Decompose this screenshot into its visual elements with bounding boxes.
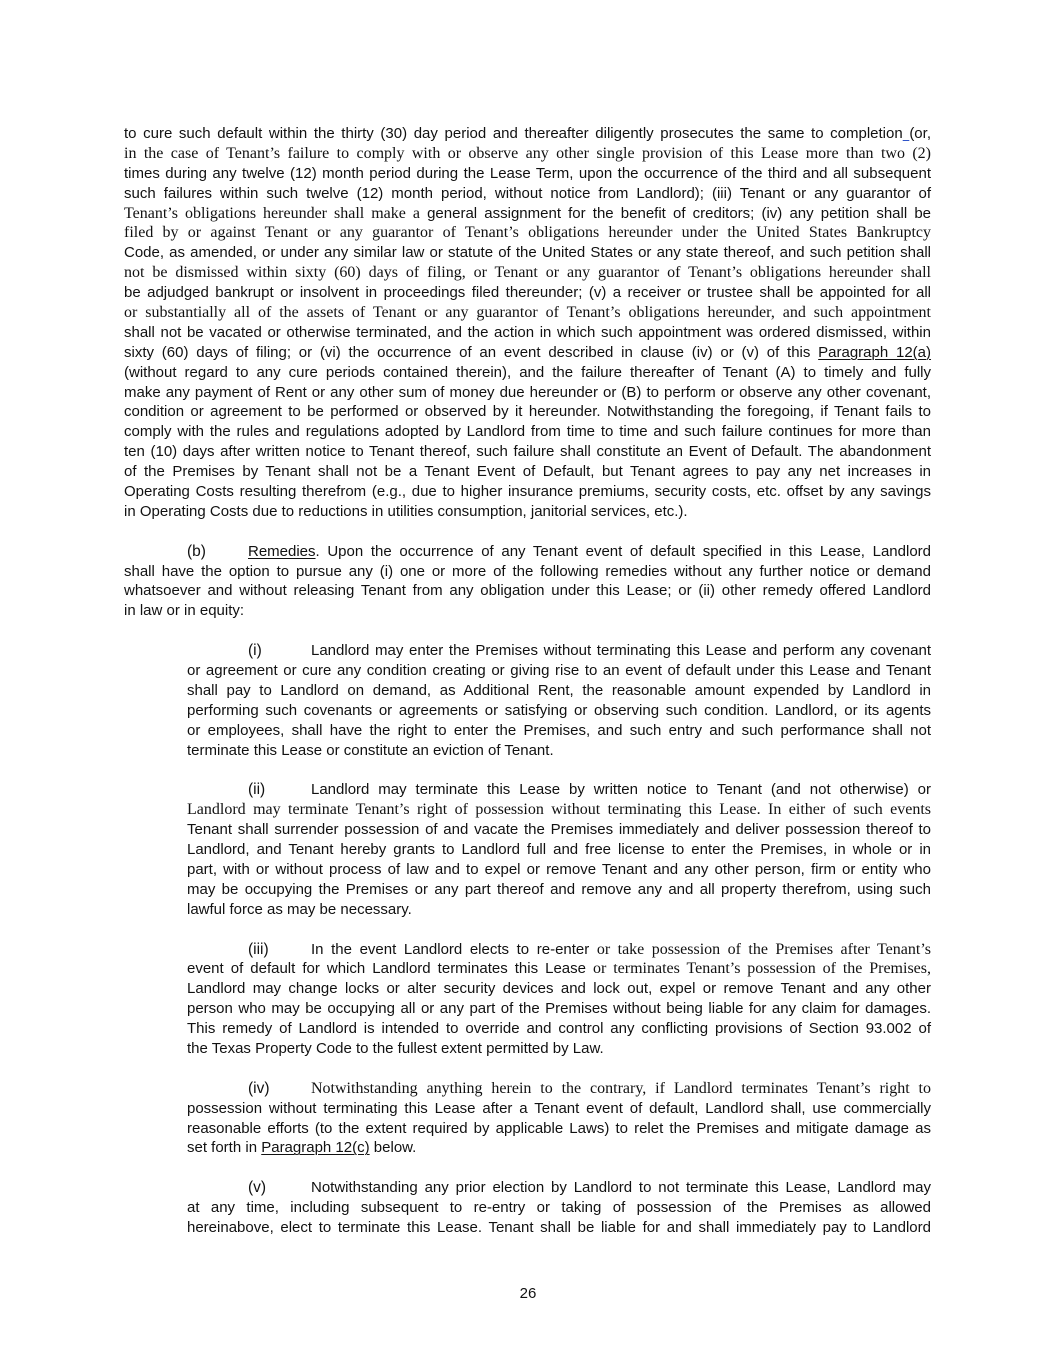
line-text: make any payment of Rent or any other sum of money due hereunder or (B) to perform or observe any other covenant, (124, 383, 931, 401)
text-line (124, 562, 931, 582)
line-text: comply with the rules and regulations adopted by Landlord from time to time and such failure continues for more than (124, 423, 931, 441)
text-line (187, 800, 931, 820)
page-number: 26 (519, 1285, 537, 1302)
text-line (124, 204, 931, 224)
text-line (124, 601, 931, 621)
text-line (124, 383, 931, 403)
text-line (187, 741, 931, 761)
line-text: Landlord may enter the Premises without terminating this Lease and perform any covenant (311, 642, 931, 660)
text-line (124, 462, 931, 482)
text-line (187, 1178, 931, 1198)
text-line (124, 243, 931, 263)
line-text: shall not be vacated or otherwise terminated, and the action in which such appointment was ordered dismissed, within (124, 323, 931, 341)
paragraph-12a-continued (124, 124, 931, 522)
text-line (187, 900, 931, 920)
line-text: set forth in (187, 1139, 258, 1157)
text-line (187, 641, 931, 661)
text-line (124, 442, 931, 462)
text-line (187, 820, 931, 840)
paragraph-spacer (124, 621, 931, 641)
line-text: terminate this Lease or constitute an eviction of Tenant. (187, 741, 554, 759)
line-text: or terminates Tenant’s possession of the Premises, (593, 960, 932, 978)
text-line (187, 1039, 931, 1059)
paragraph-spacer (124, 1059, 931, 1079)
line-text: In the event Landlord elects to re-enter (311, 940, 590, 958)
line-text: in law or in equity: (124, 602, 245, 620)
text-line (187, 1138, 931, 1158)
text-line (187, 979, 931, 999)
cross-reference-paragraph-12a: Paragraph 12(a) (818, 343, 932, 361)
item-label: (ii) (248, 781, 266, 799)
text-line (187, 681, 931, 701)
line-text: or substantially all of the assets of Tenant or any guarantor of Tenant’s obligations hereunder, and such appointment (124, 304, 931, 322)
page-body (124, 124, 931, 1238)
line-text: possession without terminating this Lease after a Tenant event of default, Landlord shall, use commercially (187, 1099, 931, 1117)
line-text: Operating Costs resulting therefrom (e.g., due to higher insurance premiums, security costs, etc. offset by any savings (124, 483, 931, 501)
line-text: Tenant’s obligations hereunder shall make a (124, 204, 420, 222)
text-line (124, 164, 931, 184)
line-text: condition or agreement to be performed or observed by it hereunder. Notwithstanding the foregoing, if Tenant fails to (124, 403, 931, 421)
text-line (187, 1198, 931, 1218)
line-text: event of default for which Landlord terminates this Lease (187, 960, 586, 978)
text-line (187, 1119, 931, 1139)
section-heading: Remedies (248, 542, 316, 560)
line-text: filed by or against Tenant or any guarantor of Tenant’s obligations hereunder under the United States Bankruptcy (124, 224, 931, 242)
text-line (187, 959, 931, 979)
text-line (187, 1218, 931, 1238)
line-text: whatsoever and without releasing Tenant from any obligation under this Lease; or (ii) other remedy offered Landlord (124, 582, 931, 600)
text-line (124, 323, 931, 343)
item-label: (iv) (248, 1079, 270, 1097)
line-text: sixty (60) days of filing; or (vi) the occurrence of an event described in clause (iv) or (v) of this (124, 343, 811, 361)
text-line (124, 502, 931, 522)
line-text: or agreement or cure any condition creating or giving rise to an event of default under this Lease and Tenant (187, 662, 931, 680)
line-text: be adjudged bankrupt or insolvent in proceedings filed thereunder; (v) a receiver or trustee shall be appointed for all (124, 284, 931, 302)
text-line (187, 780, 931, 800)
line-text: performing such covenants or agreements or satisfying or observing such condition. Landlord, or its agents (187, 701, 931, 719)
paragraph-spacer (124, 761, 931, 781)
text-line (187, 1079, 931, 1099)
text-line (187, 661, 931, 681)
remedy-item-iii (187, 940, 931, 1059)
line-text: such failures within such twelve (12) month period, without notice from Landlord); (iii) Tenant or any guarantor of (124, 184, 931, 202)
text-line (187, 880, 931, 900)
text-line (187, 840, 931, 860)
line-text: general assignment for the benefit of creditors; (iv) any petition shall be (427, 204, 931, 222)
text-line (187, 999, 931, 1019)
line-text: reasonable efforts (to the extent required by applicable Laws) to relet the Premises and mitigate damage as (187, 1119, 931, 1137)
line-text: shall have the option to pursue any (i) one or more of the following remedies without any further notice or demand (124, 562, 931, 580)
paragraph-spacer (124, 920, 931, 940)
line-text: Landlord may terminate this Lease by written notice to Tenant (and not otherwise) or (311, 781, 931, 799)
text-line (124, 283, 931, 303)
text-line (124, 581, 931, 601)
line-text: below. (373, 1139, 417, 1157)
line-text: This remedy of Landlord is intended to override and control any conflicting provisions of Section 93.002 of (187, 1020, 931, 1038)
text-line (124, 542, 931, 562)
line-text: lawful force as may be necessary. (187, 900, 412, 918)
line-text: at any time, including subsequent to re-entry or taking of possession of the Premises as allowed (187, 1199, 931, 1217)
line-text: ten (10) days after written notice to Tenant thereof, such failure shall constitute an Event of Default. The abandonment (124, 443, 931, 461)
text-line (187, 721, 931, 741)
line-text: Landlord, and Tenant hereby grants to Landlord full and free license to enter the Premises, in whole or in (187, 841, 931, 859)
text-line (187, 860, 931, 880)
line-text: times during any twelve (12) month period during the Lease Term, upon the occurrence of the third and all subsequent (124, 164, 931, 182)
line-text: (or, (909, 125, 931, 142)
line-text: Landlord may terminate Tenant’s right of possession without terminating this Lease. In either of such events (187, 801, 931, 819)
line-text: person who may be occupying all or any part of the Premises without being liable for any claim for damages. (187, 1000, 931, 1018)
text-line (187, 940, 931, 960)
line-text: Tenant shall surrender possession of and vacate the Premises immediately and deliver possession thereof to (187, 821, 931, 839)
text-line (124, 263, 931, 283)
line-text: may be occupying the Premises or any part thereof and remove any and all property therefrom, using such (187, 880, 931, 898)
line-text: or take possession of the Premises after Tenant’s (596, 940, 931, 958)
remedy-item-v (187, 1178, 931, 1238)
line-text: not be dismissed within sixty (60) days of filing, or Tenant or any guarantor of Tenant’s obligations hereunder shall (124, 264, 931, 282)
item-label: (i) (248, 642, 262, 660)
line-text: . Upon the occurrence of any Tenant event of default specified in this Lease, Landlord (315, 542, 931, 560)
paragraph-spacer (124, 1158, 931, 1178)
text-line (124, 363, 931, 383)
text-line (124, 124, 931, 144)
paragraph-12b-remedies (124, 542, 931, 622)
line-text: Landlord may change locks or alter security devices and lock out, expel or remove Tenant and any other (187, 980, 931, 998)
line-text: in the case of Tenant’s failure to comply with or observe any other single provision of this Lease more than two (2) (124, 144, 931, 162)
line-text: Code, as amended, or under any similar law or statute of the United States or any state thereof, and such petition shall (124, 244, 931, 262)
text-line (187, 701, 931, 721)
line-text: part, with or without process of law and to expel or remove Tenant and any other person, firm or entity who (187, 860, 931, 878)
line-text: in Operating Costs due to reductions in utilities consumption, janitorial services, etc.). (124, 502, 688, 520)
text-line (124, 482, 931, 502)
remedy-item-i (187, 641, 931, 760)
text-line (124, 303, 931, 323)
item-label: (v) (248, 1179, 267, 1197)
line-text: hereinabove, elect to terminate this Lease. Tenant shall be liable for and shall immediately pay to Landlord (187, 1218, 931, 1236)
text-line (187, 1019, 931, 1039)
text-line (124, 422, 931, 442)
text-line (124, 223, 931, 243)
remedy-item-iv (187, 1079, 931, 1159)
line-text: (without regard to any cure periods contained therein), and the failure thereafter of Tenant (A) to timely and fully (124, 363, 931, 381)
text-line (124, 343, 931, 363)
paragraph-spacer (124, 522, 931, 542)
remedy-item-ii (187, 780, 931, 919)
line-text: shall pay to Landlord on demand, as Additional Rent, the reasonable amount expended by Landlord in (187, 681, 931, 699)
text-line (187, 1099, 931, 1119)
line-text: of the Premises by Tenant shall not be a Tenant Event of Default, but Tenant agrees to pay any net increases in (124, 463, 931, 481)
line-text: Notwithstanding anything herein to the contrary, if Landlord terminates Tenant’s right to (311, 1079, 931, 1097)
line-text: or employees, shall have the right to enter the Premises, and such entry and such performance shall not (187, 721, 931, 739)
cross-reference-paragraph-12c: Paragraph 12(c) (261, 1139, 370, 1157)
item-label: (iii) (248, 940, 269, 958)
text-line (124, 184, 931, 204)
line-text: Notwithstanding any prior election by Landlord to not terminate this Lease, Landlord may (311, 1179, 931, 1197)
section-label: (b) (187, 542, 206, 560)
line-text: the Texas Property Code to the fullest extent permitted by Law. (187, 1039, 604, 1057)
text-line (124, 402, 931, 422)
line-text: to cure such default within the thirty (30) day period and thereafter diligently prosecutes the same to completion (124, 125, 903, 142)
text-line (124, 144, 931, 164)
